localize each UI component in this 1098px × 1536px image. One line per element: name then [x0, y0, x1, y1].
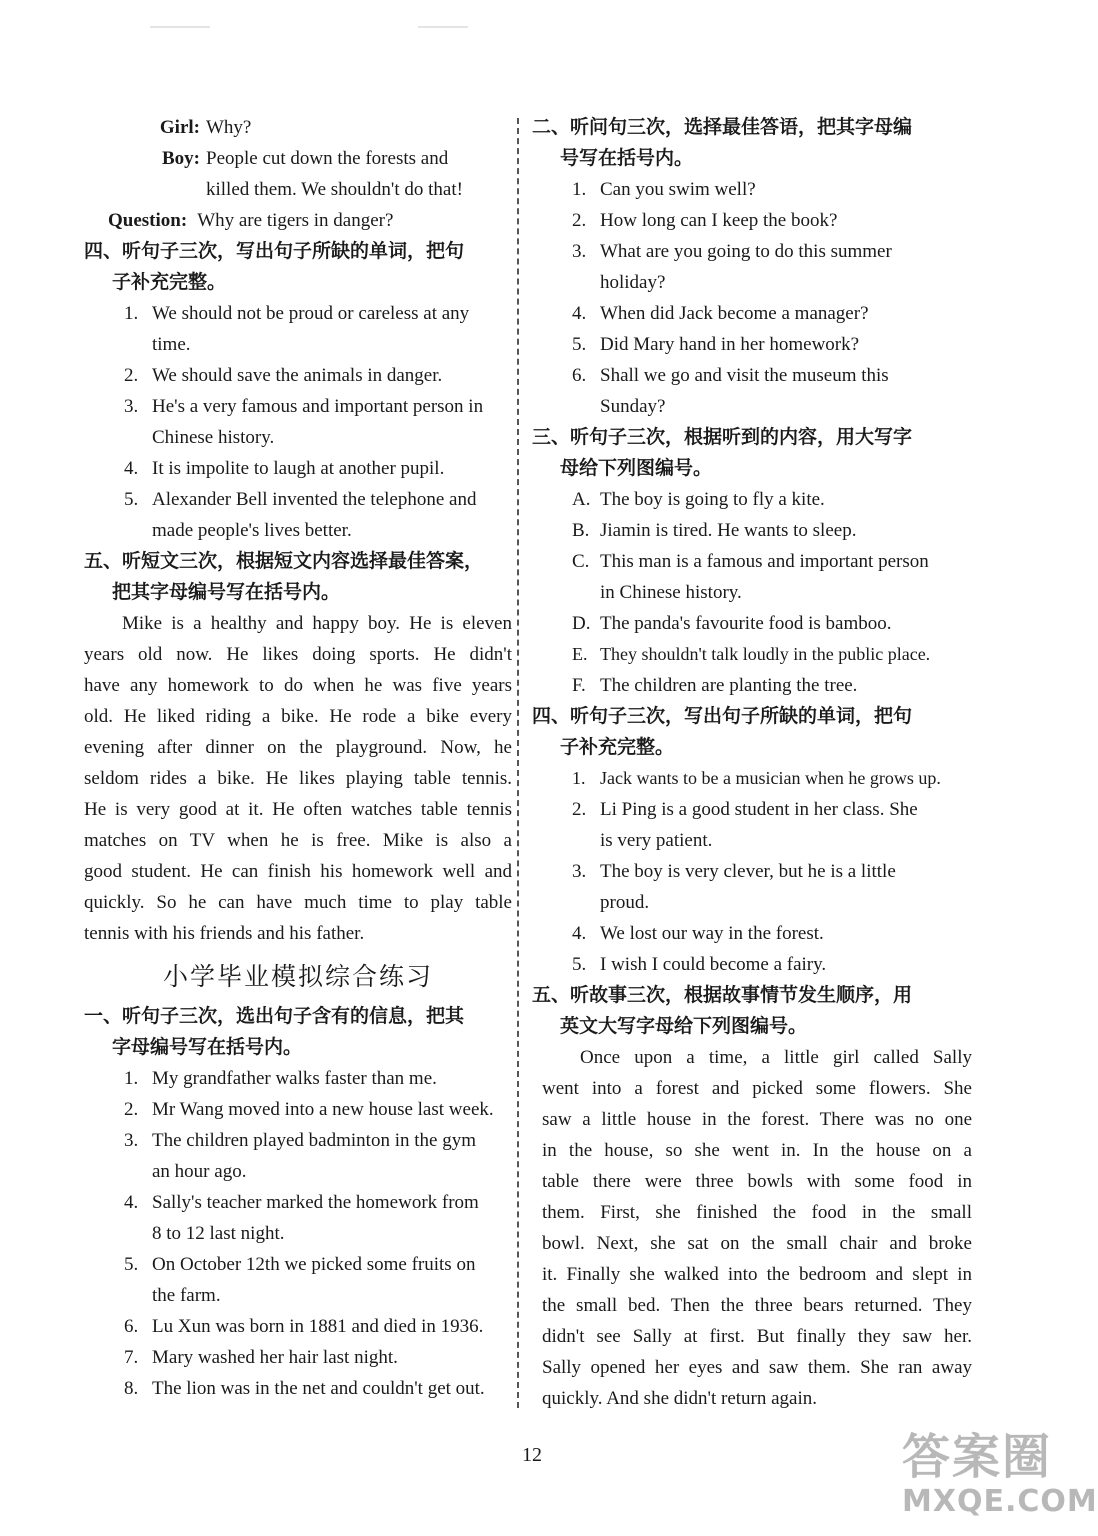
passage — [542, 1042, 972, 1414]
section-heading-cont: 把其字母编号写在括号内。 — [112, 581, 341, 603]
item-number: 4. — [124, 458, 139, 479]
list-item — [532, 484, 972, 515]
watermark-logo — [902, 1429, 1098, 1530]
item-text-cont: an hour ago. — [152, 1161, 247, 1182]
list-item — [84, 1094, 512, 1125]
passage-line: Mike is a healthy and happy boy. He is eleven — [122, 613, 512, 634]
passage-line: didn't see Sally at first. But finally they saw her. — [542, 1326, 972, 1347]
item-number: 2. — [124, 365, 139, 386]
list-item — [532, 763, 972, 794]
dialogue-line — [84, 143, 512, 174]
list-item — [532, 670, 972, 701]
passage-line: table there were three bowls with some food in — [542, 1171, 972, 1192]
passage-line: bowl. Next, she sat on the small chair and broke — [542, 1233, 972, 1254]
page-number: 12 — [522, 1444, 542, 1466]
section-heading-cont: 英文大写字母给下列图编号。 — [560, 1015, 808, 1037]
item-text: What are you going to do this summer — [600, 241, 892, 262]
item-number: 1. — [124, 1068, 139, 1089]
section-heading-cont: 号写在括号内。 — [560, 147, 694, 169]
list-item — [532, 236, 972, 267]
item-text: Mr Wang moved into a new house last week. — [152, 1099, 494, 1120]
speaker-label: Girl: — [159, 117, 200, 138]
dialogue-continuation: killed them. We shouldn't do that! — [206, 179, 463, 200]
item-text: The children are planting the tree. — [600, 675, 858, 696]
item-text-cont: proud. — [600, 892, 650, 913]
item-number: 5. — [572, 954, 587, 975]
passage-line: old. He liked riding a bike. He rode a bike every — [84, 706, 512, 727]
item-number: 3. — [124, 1130, 139, 1151]
item-number: 2. — [124, 1099, 139, 1120]
item-text: We should save the animals in danger. — [152, 365, 443, 386]
section-title: 小学毕业模拟综合练习 — [162, 962, 433, 991]
list-item — [532, 608, 972, 639]
item-number: 3. — [572, 241, 587, 262]
item-number: 6. — [124, 1316, 139, 1337]
list-item — [84, 1063, 512, 1094]
list-item — [84, 391, 512, 422]
list-item — [532, 174, 972, 205]
item-text: Alexander Bell invented the telephone and — [152, 489, 477, 510]
list-item — [532, 856, 972, 887]
section-heading-cont: 子补充完整。 — [560, 736, 675, 758]
question-line — [84, 205, 512, 236]
item-number: 6. — [572, 365, 587, 386]
list-item — [532, 515, 972, 546]
question-text: Why are tigers in danger? — [197, 210, 394, 231]
list-item — [84, 1311, 512, 1342]
right-column — [532, 112, 972, 1414]
list-item — [84, 360, 512, 391]
item-number: 2. — [572, 799, 587, 820]
item-text: The panda's favourite food is bamboo. — [600, 613, 892, 634]
item-number: 5. — [572, 334, 587, 355]
list-item — [532, 205, 972, 236]
passage-line: have any homework to do when he was five years — [84, 675, 512, 696]
item-text-cont: time. — [152, 334, 191, 355]
item-text: It is impolite to laugh at another pupil. — [152, 458, 445, 479]
list-item — [84, 1125, 512, 1156]
item-number: 2. — [572, 210, 587, 231]
item-letter: A. — [572, 489, 591, 510]
passage-line: it. Finally she walked into the bedroom and slept in — [542, 1264, 972, 1285]
passage-line: evening after dinner on the playground. Now, he — [84, 737, 512, 758]
item-text: Mary washed her hair last night. — [152, 1347, 398, 1368]
dialogue-text: Why? — [206, 117, 252, 138]
list-item — [84, 453, 512, 484]
scan-mark — [150, 26, 210, 28]
item-text-cont: holiday? — [600, 272, 666, 293]
item-text: The lion was in the net and couldn't get out. — [152, 1378, 485, 1399]
list-item — [532, 949, 972, 980]
section-heading: 四、听句子三次，写出句子所缺的单词，把句 — [532, 705, 913, 727]
watermark-url: MXQE.COM — [902, 1484, 1098, 1519]
item-text: My grandfather walks faster than me. — [152, 1068, 437, 1089]
item-text: Jack wants to be a musician when he grows up. — [600, 768, 941, 788]
list-item — [532, 298, 972, 329]
item-number: 1. — [572, 179, 587, 200]
passage-line: matches on TV when he is free. Mike is also a — [84, 830, 512, 851]
passage-line: Once upon a time, a little girl called Sally — [580, 1047, 972, 1068]
scan-mark — [418, 26, 468, 28]
item-text: He's a very famous and important person in — [152, 396, 484, 417]
item-number: 4. — [572, 303, 587, 324]
item-number: 5. — [124, 489, 139, 510]
item-text: Sally's teacher marked the homework from — [152, 1192, 479, 1213]
passage-line: them. First, she finished the food in the small — [542, 1202, 972, 1223]
item-letter: E. — [572, 644, 588, 664]
passage-line: quickly. And she didn't return again. — [542, 1388, 817, 1409]
item-text-cont: the farm. — [152, 1285, 221, 1306]
item-number: 4. — [572, 923, 587, 944]
section-heading: 一、听句子三次，选出句子含有的信息，把其 — [84, 1005, 465, 1027]
item-text: How long can I keep the book? — [600, 210, 838, 231]
list-item — [84, 1249, 512, 1280]
section-heading: 五、听故事三次，根据故事情节发生顺序，用 — [532, 984, 913, 1006]
item-text-cont: is very patient. — [600, 830, 713, 851]
section-heading-cont: 字母编号写在括号内。 — [112, 1036, 303, 1058]
item-letter: D. — [572, 613, 591, 634]
item-text: Did Mary hand in her homework? — [600, 334, 860, 355]
list-item — [84, 1373, 512, 1404]
item-letter: B. — [572, 520, 590, 541]
dialogue-line — [84, 112, 512, 143]
passage-line: good student. He can finish his homework well and — [84, 861, 512, 882]
item-text: When did Jack become a manager? — [600, 303, 869, 324]
item-text: The boy is going to fly a kite. — [600, 489, 825, 510]
item-number: 7. — [124, 1347, 139, 1368]
item-text: We should not be proud or careless at any — [152, 303, 470, 324]
item-text: Jiamin is tired. He wants to sleep. — [600, 520, 857, 541]
list-item — [84, 1187, 512, 1218]
dialogue-text: People cut down the forests and — [206, 148, 449, 169]
item-text: The children played badminton in the gym — [152, 1130, 476, 1151]
item-text: They shouldn't talk loudly in the public place. — [600, 644, 931, 664]
item-text: I wish I could become a fairy. — [600, 954, 827, 975]
list-item — [532, 639, 972, 670]
item-text: Shall we go and visit the museum this — [600, 365, 889, 386]
item-text: Can you swim well? — [600, 179, 756, 200]
item-number: 3. — [124, 396, 139, 417]
passage-line: went into a forest and picked some flowers. She — [542, 1078, 972, 1099]
passage-line: quickly. So he can have much time to play table — [84, 892, 512, 913]
passage — [84, 608, 512, 949]
list-item — [84, 1342, 512, 1373]
item-text: The boy is very clever, but he is a little — [600, 861, 896, 882]
item-number: 1. — [124, 303, 139, 324]
item-number: 3. — [572, 861, 587, 882]
item-number: 4. — [124, 1192, 139, 1213]
watermark-text: 答案圈 — [902, 1429, 1053, 1485]
section-heading: 五、听短文三次，根据短文内容选择最佳答案， — [84, 550, 484, 572]
list-item — [532, 546, 972, 577]
section-heading: 二、听问句三次，选择最佳答语，把其字母编 — [532, 116, 913, 138]
section-heading-cont: 子补充完整。 — [112, 271, 227, 293]
item-text-cont: in Chinese history. — [600, 582, 742, 603]
list-item — [532, 794, 972, 825]
item-number: 5. — [124, 1254, 139, 1275]
list-item — [532, 329, 972, 360]
column-divider — [517, 118, 519, 1408]
speaker-label: Boy: — [162, 148, 200, 169]
item-number: 1. — [572, 768, 586, 788]
item-text: This man is a famous and important person — [600, 551, 929, 572]
item-text: On October 12th we picked some fruits on — [152, 1254, 476, 1275]
section-heading-cont: 母给下列图编号。 — [560, 457, 713, 479]
passage-line: years old now. He likes doing sports. He didn't — [84, 644, 512, 665]
item-letter: C. — [572, 551, 590, 572]
item-text-cont: Sunday? — [600, 396, 666, 417]
item-text: Li Ping is a good student in her class. She — [600, 799, 918, 820]
section-heading: 四、听句子三次，写出句子所缺的单词，把句 — [84, 240, 465, 262]
passage-line: He is very good at it. He often watches table tennis — [84, 799, 512, 820]
passage-line: in the house, so she went in. In the house on a — [542, 1140, 972, 1161]
list-item — [532, 918, 972, 949]
list-item — [84, 484, 512, 515]
list-item — [532, 360, 972, 391]
passage-line: the small bed. Then the three bears returned. They — [542, 1295, 972, 1316]
item-text-cont: made people's lives better. — [152, 520, 352, 541]
passage-line: tennis with his friends and his father. — [84, 923, 365, 944]
item-number: 8. — [124, 1378, 139, 1399]
passage-line: Sally opened her eyes and saw them. She ran away — [542, 1357, 972, 1378]
passage-line: seldom rides a bike. He likes playing table tennis. — [84, 768, 512, 789]
question-label: Question: — [108, 210, 188, 231]
item-letter: F. — [572, 675, 586, 696]
list-item — [84, 298, 512, 329]
passage-line: saw a little house in the forest. There was no one — [542, 1109, 972, 1130]
left-column — [84, 112, 512, 1404]
section-heading: 三、听句子三次，根据听到的内容，用大写字 — [532, 426, 913, 448]
item-text: We lost our way in the forest. — [600, 923, 824, 944]
item-text-cont: 8 to 12 last night. — [152, 1223, 285, 1244]
item-text-cont: Chinese history. — [152, 427, 275, 448]
item-text: Lu Xun was born in 1881 and died in 1936. — [152, 1316, 484, 1337]
